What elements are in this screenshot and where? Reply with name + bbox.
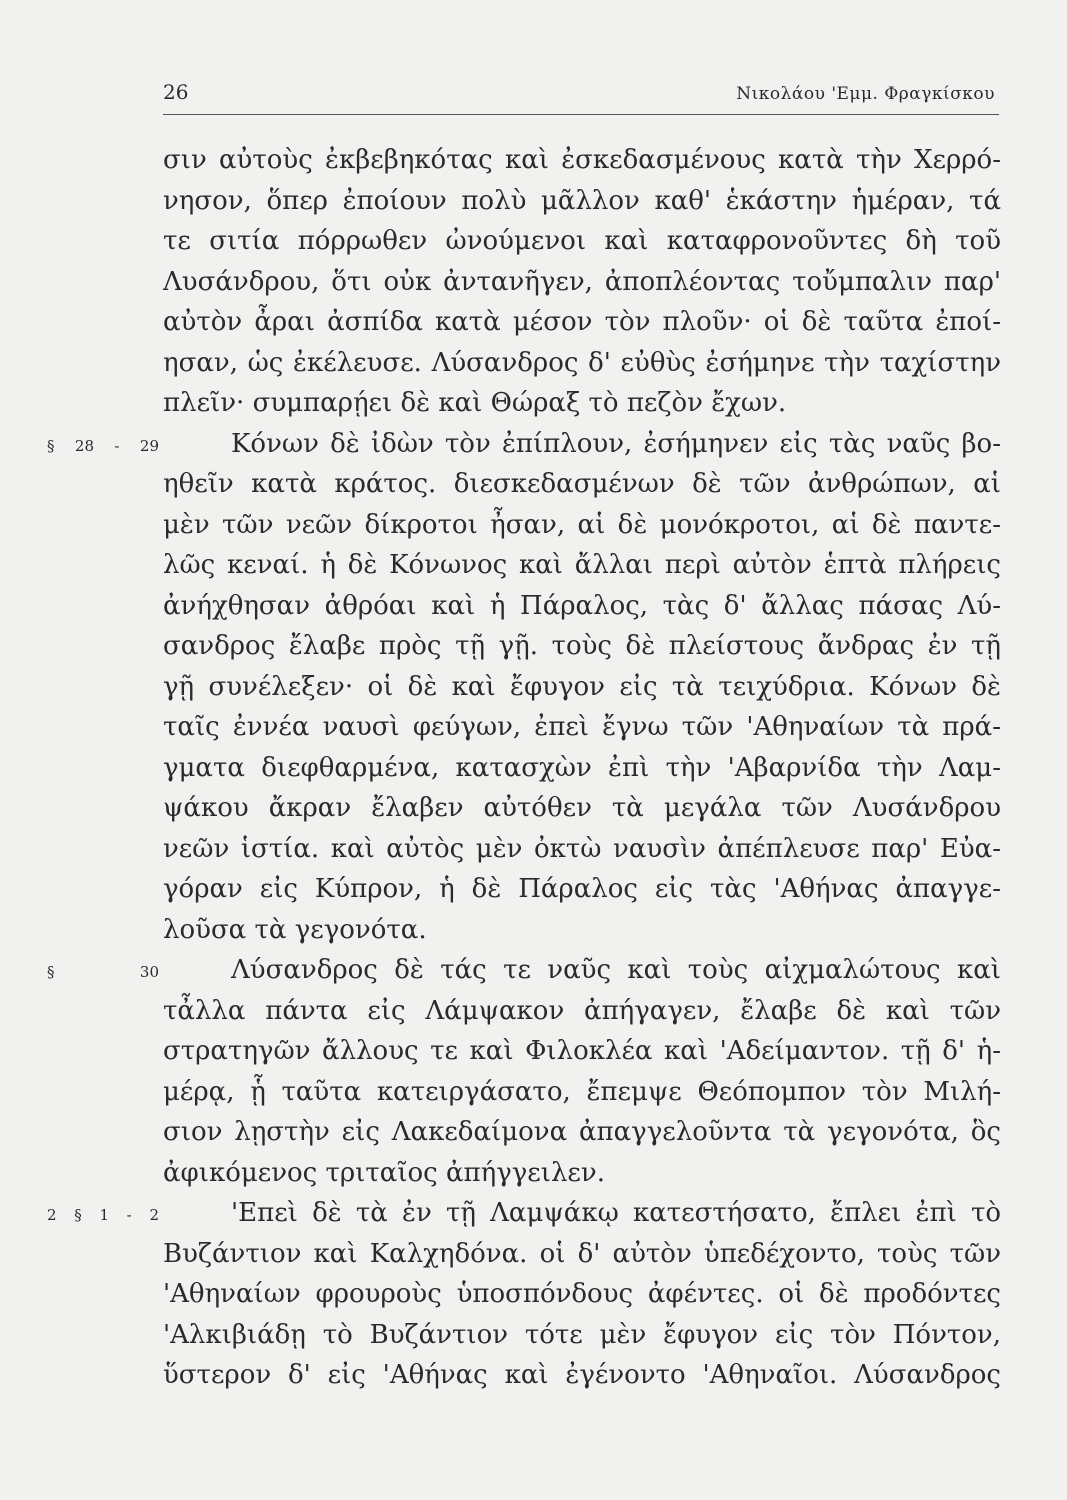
text-line: ψάκου ἄκραν ἔλαβεν αὐτόθεν τὰ μεγάλα τῶν Λυσάνδρου bbox=[163, 793, 1001, 823]
text-line: § 30 Λύσανδρος δὲ τάς τε ναῦς καὶ τοὺς αἰχμαλώτους καὶ bbox=[163, 950, 1001, 991]
text-line: 'Αθηναίων φρουροὺς ὑποσπόνδους ἀφέντες. οἱ δὲ προδόντες bbox=[163, 1279, 1001, 1309]
text-line: 2 § 1 - 2 'Επεὶ δὲ τὰ ἐν τῇ Λαμψάκῳ κατεστήσατο, ἔπλει ἐπὶ τὸ bbox=[163, 1193, 1001, 1234]
running-head: Νικολάου 'Εμμ. Φραγκίσκου bbox=[736, 84, 995, 104]
text-line: Βυζάντιον καὶ Καλχηδόνα. οἱ δ' αὐτὸν ὑπεδέχοντο, τοὺς τῶν bbox=[163, 1238, 1001, 1269]
text-line: νεῶν ἱστία. καὶ αὐτὸς μὲν ὀκτὼ ναυσὶν ἀπέπλευσε παρ' Εὐα- bbox=[163, 833, 1001, 864]
text-line: τἆλλα πάντα εἰς Λάμψακον ἀπήγαγεν, ἔλαβε δὲ καὶ τῶν bbox=[163, 995, 1001, 1026]
text-line: λοῦσα τὰ γεγονότα. bbox=[163, 914, 427, 945]
text-line: ὕστερον δ' εἰς 'Αθήνας καὶ ἐγένοντο 'Αθηναῖοι. Λύσανδρος bbox=[163, 1360, 1001, 1390]
text-line: 'Αλκιβιάδῃ τὸ Βυζάντιον τότε μὲν ἔφυγον εἰς τὸν Πόντον, bbox=[163, 1319, 1001, 1350]
text-line: μέρᾳ, ᾗ ταῦτα κατειργάσατο, ἔπεμψε Θεόπομπον τὸν Μιλή- bbox=[163, 1076, 1001, 1107]
text-line: τε σιτία πόρρωθεν ὠνούμενοι καὶ καταφρονοῦντες δὴ τοῦ bbox=[163, 226, 1001, 256]
text-line: ηθεῖν κατὰ κράτος. διεσκεδασμένων δὲ τῶν ἀνθρώπων, αἱ bbox=[163, 469, 1001, 499]
text-line: στρατηγῶν ἄλλους τε καὶ Φιλοκλέα καὶ 'Αδείμαντον. τῇ δ' ἡ- bbox=[163, 1036, 1001, 1066]
text-line: μὲν τῶν νεῶν δίκροτοι ἦσαν, αἱ δὲ μονόκροτοι, αἱ δὲ παντε- bbox=[163, 509, 1001, 540]
text-line: σιον λῃστὴν εἰς Λακεδαίμονα ἀπαγγελοῦντα τὰ γεγονότα, ὃς bbox=[163, 1117, 1001, 1147]
text-line: ἀνήχθησαν ἀθρόαι καὶ ἡ Πάραλος, τὰς δ' ἄλλας πάσας Λύ- bbox=[163, 590, 1001, 621]
text-line: Λυσάνδρου, ὅτι οὐκ ἀντανῆγεν, ἀποπλέοντας τοὔμπαλιν παρ' bbox=[163, 266, 1001, 297]
text-line: σανδρος ἔλαβε πρὸς τῇ γῇ. τοὺς δὲ πλείστους ἄνδρας ἐν τῇ bbox=[163, 631, 1001, 661]
text-line: πλεῖν· συμπαρῄει δὲ καὶ Θώραξ τὸ πεζὸν ἔχων. bbox=[163, 388, 787, 418]
page-number: 26 bbox=[163, 80, 189, 104]
text-line: γματα διεφθαρμένα, κατασχὼν ἐπὶ τὴν 'Αβαρνίδα τὴν Λαμ- bbox=[163, 752, 1001, 783]
text-line: ταῖς ἐννέα ναυσὶ φεύγων, ἐπεὶ ἔγνω τῶν 'Αθηναίων τὰ πρά- bbox=[163, 712, 1001, 742]
text-line: γῇ συνέλεξεν· οἱ δὲ καὶ ἔφυγον εἰς τὰ τειχύδρια. Κόνων δὲ bbox=[163, 671, 1001, 702]
margin-note: 2 § 1 - 2 bbox=[47, 1206, 159, 1224]
body-text bbox=[47, 140, 1001, 1396]
text-line: νησον, ὅπερ ἐποίουν πολὺ μᾶλλον καθ' ἑκάστην ἡμέραν, τά bbox=[163, 185, 1001, 216]
margin-note: § 30 bbox=[47, 963, 159, 981]
text-line: σιν αὐτοὺς ἐκβεβηκότας καὶ ἐσκεδασμένους κατὰ τὴν Χερρό- bbox=[163, 145, 1001, 175]
text-line: ησαν, ὡς ἐκέλευσε. Λύσανδρος δ' εὐθὺς ἐσήμηνε τὴν ταχίστην bbox=[163, 347, 1001, 378]
text-line: αὐτὸν ἆραι ἀσπίδα κατὰ μέσον τὸν πλοῦν· οἱ δὲ ταῦτα ἐποί- bbox=[163, 307, 1001, 337]
text-line: ἀφικόμενος τριταῖος ἀπήγγειλεν. bbox=[163, 1157, 605, 1188]
page-header bbox=[163, 74, 999, 115]
margin-note: § 28 - 29 bbox=[47, 436, 159, 455]
text-line: γόραν εἰς Κύπρον, ἡ δὲ Πάραλος εἰς τὰς 'Αθήνας ἀπαγγε- bbox=[163, 874, 1001, 904]
text-line: λῶς κεναί. ἡ δὲ Κόνωνος καὶ ἄλλαι περὶ αὐτὸν ἑπτὰ πλήρεις bbox=[163, 550, 1001, 580]
text-line: § 28 - 29 Κόνων δὲ ἰδὼν τὸν ἐπίπλουν, ἐσήμηνεν εἰς τὰς ναῦς βο- bbox=[163, 424, 1001, 465]
